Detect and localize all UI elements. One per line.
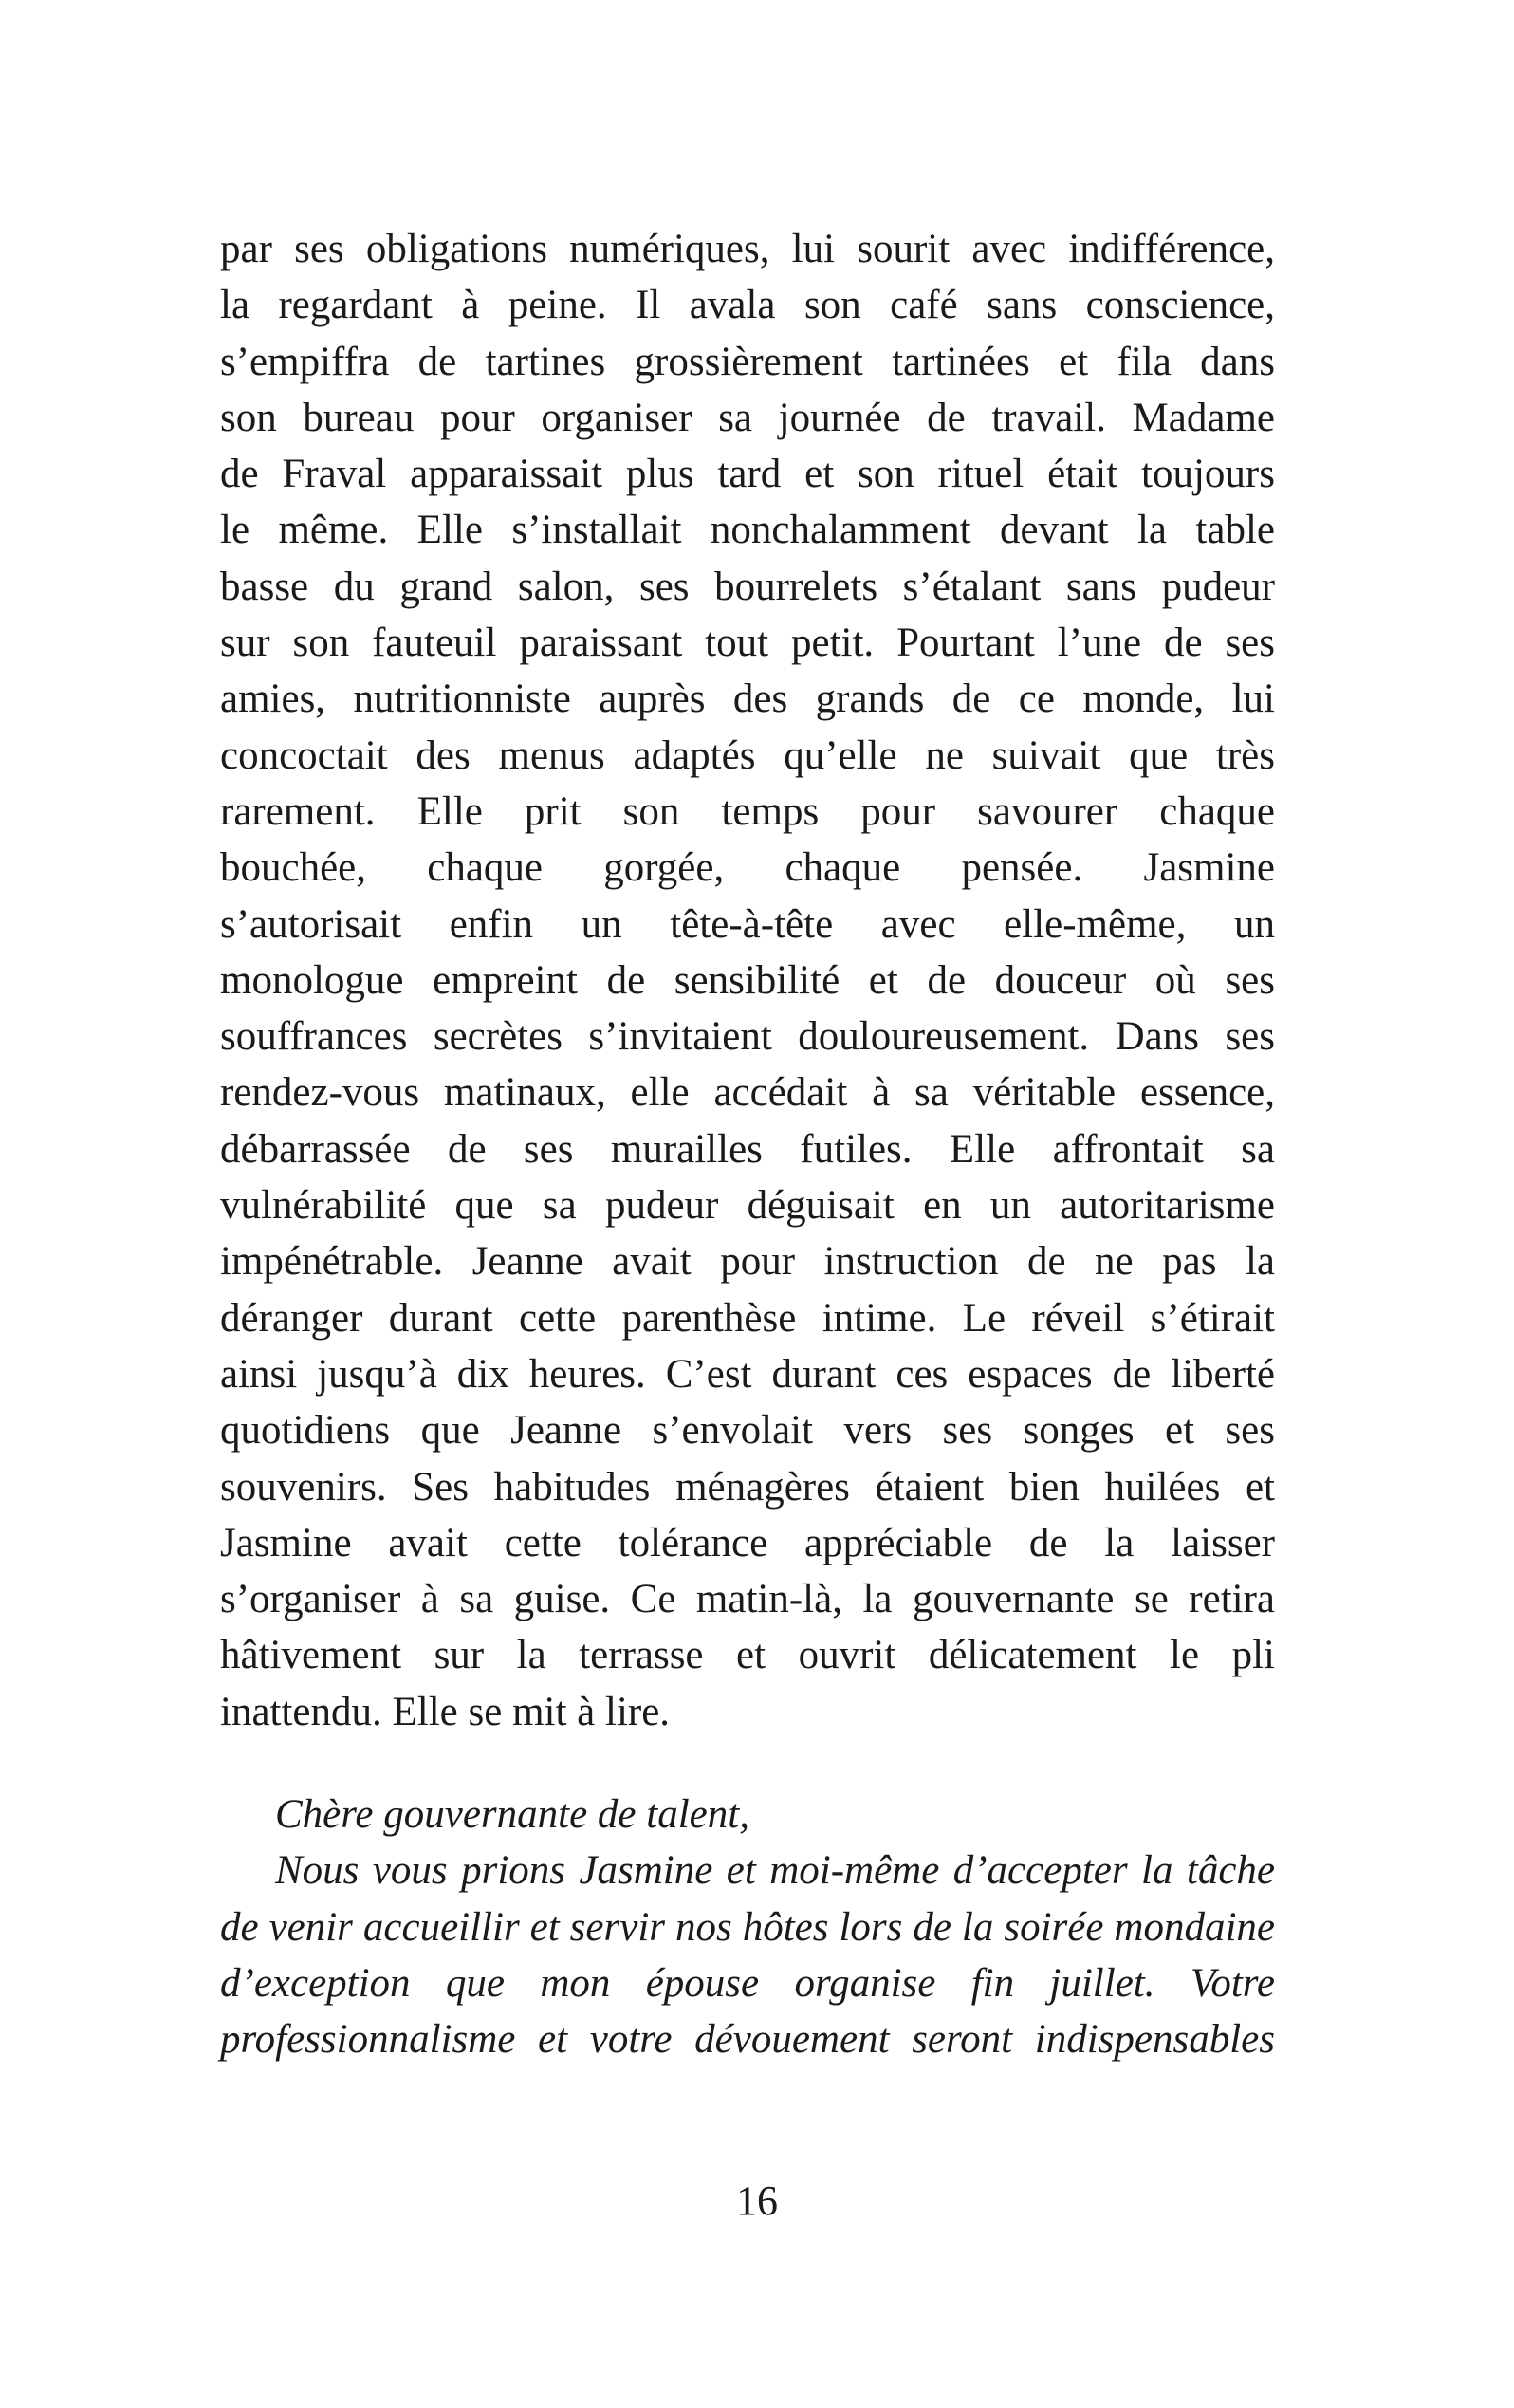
body-paragraph: [220, 221, 1275, 1740]
body-line: monologue empreint de sensibilité et de douceur où ses: [220, 957, 1275, 1003]
body-line: rendez-vous matinaux, elle accédait à sa véritable essence,: [220, 1070, 1275, 1116]
body-line: vulnérabilité que sa pudeur déguisait en un autoritarisme: [220, 1183, 1275, 1229]
body-line: débarrassée de ses murailles futiles. Elle affrontait sa: [220, 1126, 1275, 1172]
page-number: 16: [736, 2177, 778, 2224]
letter-excerpt: [220, 1787, 1275, 2067]
letter-line: Nous vous prions Jasmine et moi-même d’accepter la tâche: [275, 1848, 1275, 1894]
body-line: de Fraval apparaissait plus tard et son rituel était toujours: [220, 452, 1275, 497]
body-line: déranger durant cette parenthèse intime. Le réveil s’étirait: [220, 1295, 1275, 1341]
letter-salutation: Chère gouvernante de talent,: [275, 1792, 749, 1837]
body-line: impénétrable. Jeanne avait pour instruction de ne pas la: [220, 1239, 1275, 1285]
body-line: souffrances secrètes s’invitaient douloureusement. Dans ses: [220, 1014, 1275, 1060]
body-line: sur son fauteuil paraissant tout petit. Pourtant l’une de ses: [220, 621, 1275, 666]
body-line: s’empiffra de tartines grossièrement tartinées et fila dans: [220, 339, 1275, 384]
body-line: son bureau pour organiser sa journée de travail. Madame: [220, 395, 1275, 440]
body-line: ainsi jusqu’à dix heures. C’est durant ces espaces de liberté: [220, 1351, 1275, 1397]
body-line: le même. Elle s’installait nonchalamment devant la table: [220, 508, 1275, 553]
body-line: basse du grand salon, ses bourrelets s’étalant sans pudeur: [220, 564, 1275, 609]
body-line: bouchée, chaque gorgée, chaque pensée. Jasmine: [220, 845, 1275, 891]
body-line: Jasmine avait cette tolérance appréciable de la laisser: [220, 1520, 1275, 1565]
body-line: s’organiser à sa guise. Ce matin-là, la gouvernante se retira: [220, 1577, 1275, 1622]
body-line: amies, nutritionniste auprès des grands de ce monde, lui: [220, 676, 1275, 722]
letter-line: d’exception que mon épouse organise fin juillet. Votre: [220, 1960, 1275, 2006]
body-line: inattendu. Elle se mit à lire.: [220, 1689, 671, 1734]
letter-line: professionnalisme et votre dévouement seront indispensables: [220, 2017, 1275, 2063]
body-line: hâtivement sur la terrasse et ouvrit délicatement le pli: [220, 1633, 1275, 1678]
body-line: concoctait des menus adaptés qu’elle ne suivait que très: [220, 732, 1275, 778]
letter-line: de venir accueillir et servir nos hôtes lors de la soirée mondaine: [220, 1904, 1275, 1950]
body-line: s’autorisait enfin un tête-à-tête avec elle-même, un: [220, 901, 1275, 947]
body-line: quotidiens que Jeanne s’envolait vers ses songes et ses: [220, 1408, 1275, 1454]
body-line: rarement. Elle prit son temps pour savourer chaque: [220, 788, 1275, 834]
body-line: par ses obligations numériques, lui sourit avec indifférence,: [220, 227, 1275, 271]
body-line: la regardant à peine. Il avala son café sans conscience,: [220, 283, 1275, 328]
body-line: souvenirs. Ses habitudes ménagères étaient bien huilées et: [220, 1464, 1275, 1510]
